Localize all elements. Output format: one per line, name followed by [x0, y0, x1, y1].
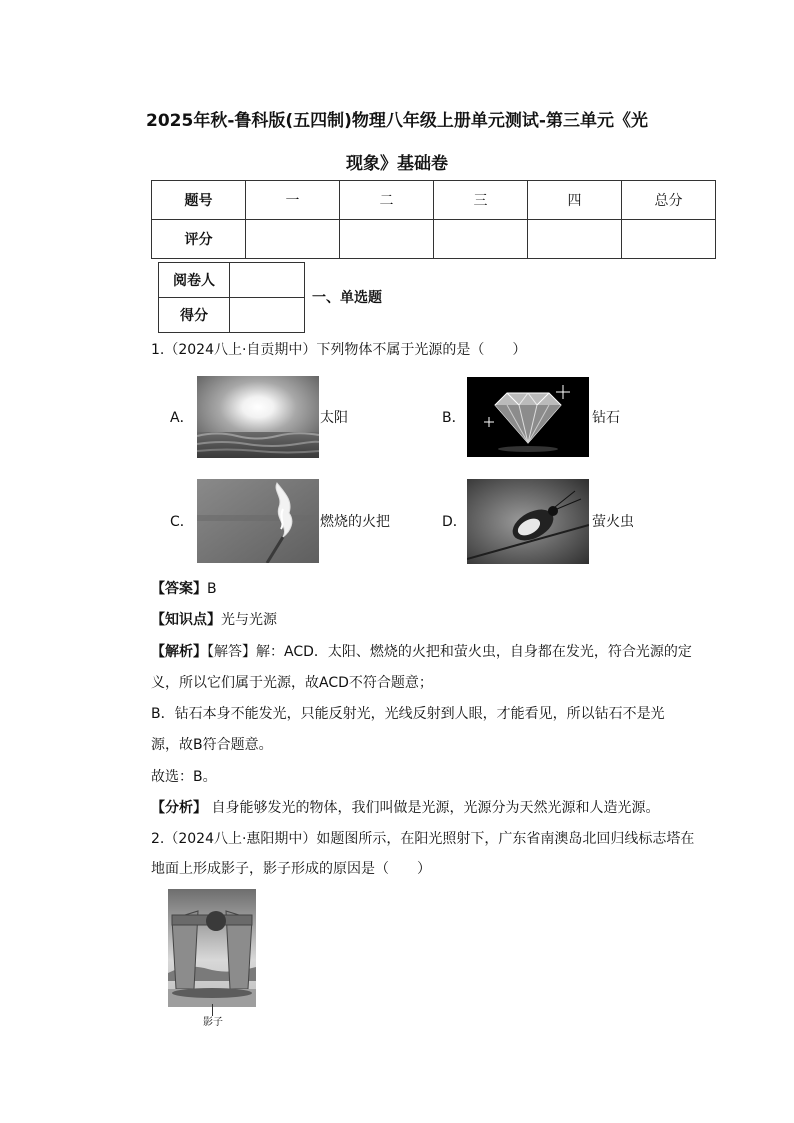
score-cell[interactable] — [434, 220, 528, 259]
q2-stem-line2: 地面上形成影子，影子形成的原因是（ ） — [151, 861, 431, 877]
sun-photo-icon — [197, 376, 319, 458]
monument-photo-icon — [168, 889, 256, 1007]
score-table-score-row — [152, 220, 716, 259]
q1-answer — [151, 579, 217, 599]
q2-caption: 影子 — [203, 1017, 223, 1028]
q1-option-a-label: 太阳 — [320, 410, 348, 426]
fenxi-text: 自身能够发光的物体，我们叫做是光源，光源分为天然光源和人造光源。 — [207, 800, 660, 816]
section-heading: 一、单选题 — [312, 290, 382, 306]
firefly-photo-icon — [467, 479, 589, 564]
q1-option-c-label: 燃烧的火把 — [320, 514, 390, 530]
q1-analysis-line4: 源，故B符合题意。 — [151, 737, 273, 753]
q1-option-b-label: 钻石 — [592, 410, 620, 426]
score-label: 得分 — [159, 298, 230, 333]
reviewer-label: 阅卷人 — [159, 263, 230, 298]
fenxi-tag: 【分析】 — [151, 800, 207, 816]
score-table — [151, 180, 716, 259]
score-cell[interactable] — [246, 220, 340, 259]
score-row-label: 评分 — [152, 220, 246, 259]
analysis-text: 【解答】解：ACD．太阳、燃烧的火把和萤火虫，自身都在发光，符合光源的定 — [207, 644, 692, 660]
doc-title-line2: 现象》基础卷 — [346, 154, 448, 174]
q1-option-d-label: 萤火虫 — [592, 514, 634, 530]
score-header-cell: 一 — [246, 181, 340, 220]
q1-option-c-letter: C． — [170, 514, 194, 530]
score-cell[interactable] — [528, 220, 622, 259]
score-header-cell: 四 — [528, 181, 622, 220]
q1-analysis-line1 — [151, 642, 692, 662]
score-header-cell: 总分 — [622, 181, 716, 220]
score-header-cell: 二 — [340, 181, 434, 220]
score-header-cell: 题号 — [152, 181, 246, 220]
analysis-tag: 【解析】 — [151, 644, 207, 660]
q1-analysis-line2: 义，所以它们属于光源，故ACD不符合题意； — [151, 675, 433, 691]
torch-photo-icon — [197, 479, 319, 563]
q1-choice: 故选：B。 — [151, 769, 217, 785]
q1-analysis-line3: B．钻石本身不能发光，只能反射光，光线反射到人眼，才能看见，所以钻石不是光 — [151, 706, 665, 722]
q1-option-a-letter: A． — [170, 410, 194, 426]
q1-stem: 1.（2024八上·自贡期中）下列物体不属于光源的是（ ） — [151, 342, 527, 358]
answer-value: B — [207, 581, 217, 597]
knowledge-point-value: 光与光源 — [221, 612, 277, 628]
doc-title-line1: 2025年秋-鲁科版(五四制)物理八年级上册单元测试-第三单元《光 — [146, 111, 648, 131]
grader-score-cell[interactable] — [230, 298, 305, 333]
q1-knowledge-point — [151, 610, 277, 630]
knowledge-point-tag: 【知识点】 — [151, 612, 221, 628]
grader-table — [158, 262, 305, 333]
diamond-photo-icon — [467, 377, 589, 457]
q1-option-d-letter: D． — [442, 514, 467, 530]
score-cell[interactable] — [340, 220, 434, 259]
q1-fenxi — [151, 798, 659, 818]
score-header-cell: 三 — [434, 181, 528, 220]
score-table-header-row — [152, 181, 716, 220]
score-cell[interactable] — [622, 220, 716, 259]
q2-stem-line1: 2.（2024八上·惠阳期中）如题图所示，在阳光照射下，广东省南澳岛北回归线标志塔在 — [151, 831, 695, 847]
q1-option-b-letter: B． — [442, 410, 466, 426]
reviewer-cell[interactable] — [230, 263, 305, 298]
answer-tag: 【答案】 — [151, 581, 207, 597]
